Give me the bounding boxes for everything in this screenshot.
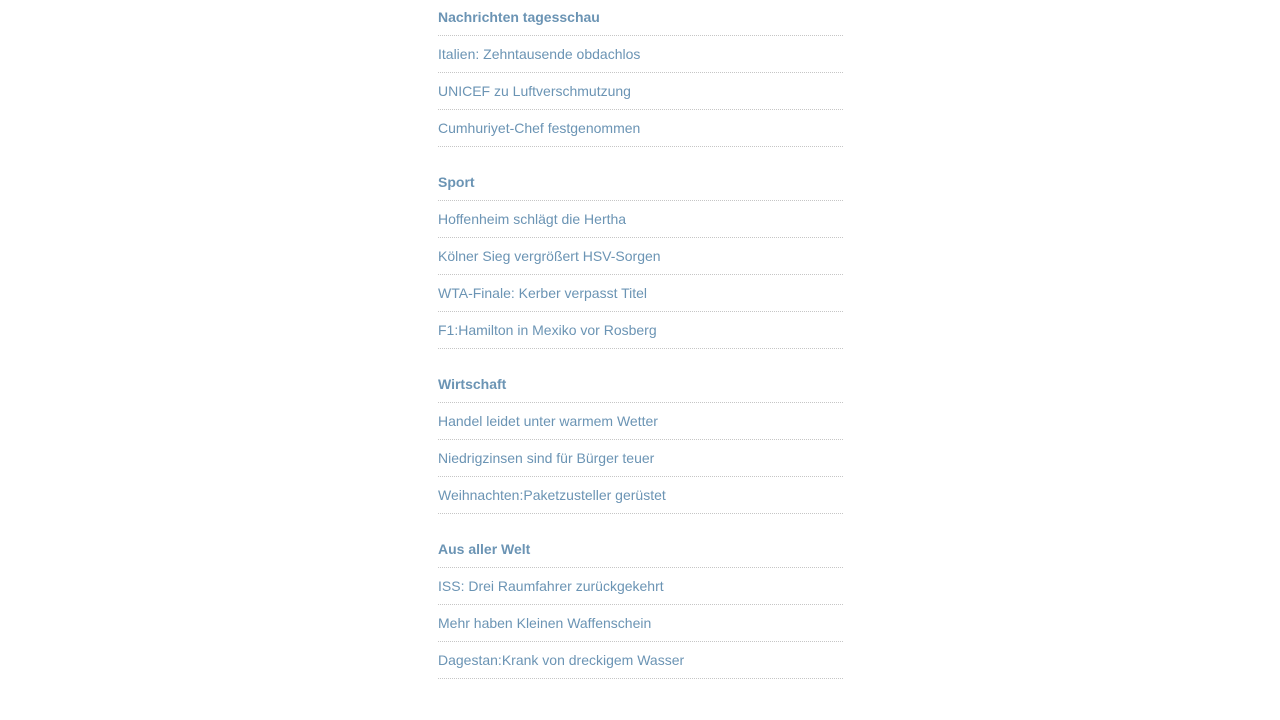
section-title[interactable]: Wirtschaft [438,367,843,403]
section-title[interactable]: Nachrichten tagesschau [438,0,843,36]
news-item[interactable]: Mehr haben Kleinen Waffenschein [438,605,843,642]
news-item[interactable]: Weihnachten:Paketzusteller gerüstet [438,477,843,514]
news-item[interactable]: F1:Hamilton in Mexiko vor Rosberg [438,312,843,349]
news-item[interactable]: Cumhuriyet-Chef festgenommen [438,110,843,147]
news-item[interactable]: ISS: Drei Raumfahrer zurückgekehrt [438,568,843,605]
section-sport [438,165,843,349]
news-item[interactable]: WTA-Finale: Kerber verpasst Titel [438,275,843,312]
news-item[interactable]: Kölner Sieg vergrößert HSV-Sorgen [438,238,843,275]
news-item[interactable]: Niedrigzinsen sind für Bürger teuer [438,440,843,477]
news-item[interactable]: UNICEF zu Luftverschmutzung [438,73,843,110]
section-wirtschaft [438,367,843,514]
news-item[interactable]: Dagestan:Krank von dreckigem Wasser [438,642,843,679]
section-aus-aller-welt [438,532,843,679]
news-feed [438,0,843,697]
section-title[interactable]: Sport [438,165,843,201]
news-item[interactable]: Hoffenheim schlägt die Hertha [438,201,843,238]
news-item[interactable]: Handel leidet unter warmem Wetter [438,403,843,440]
news-item[interactable]: Italien: Zehntausende obdachlos [438,36,843,73]
section-title[interactable]: Aus aller Welt [438,532,843,568]
section-nachrichten [438,0,843,147]
